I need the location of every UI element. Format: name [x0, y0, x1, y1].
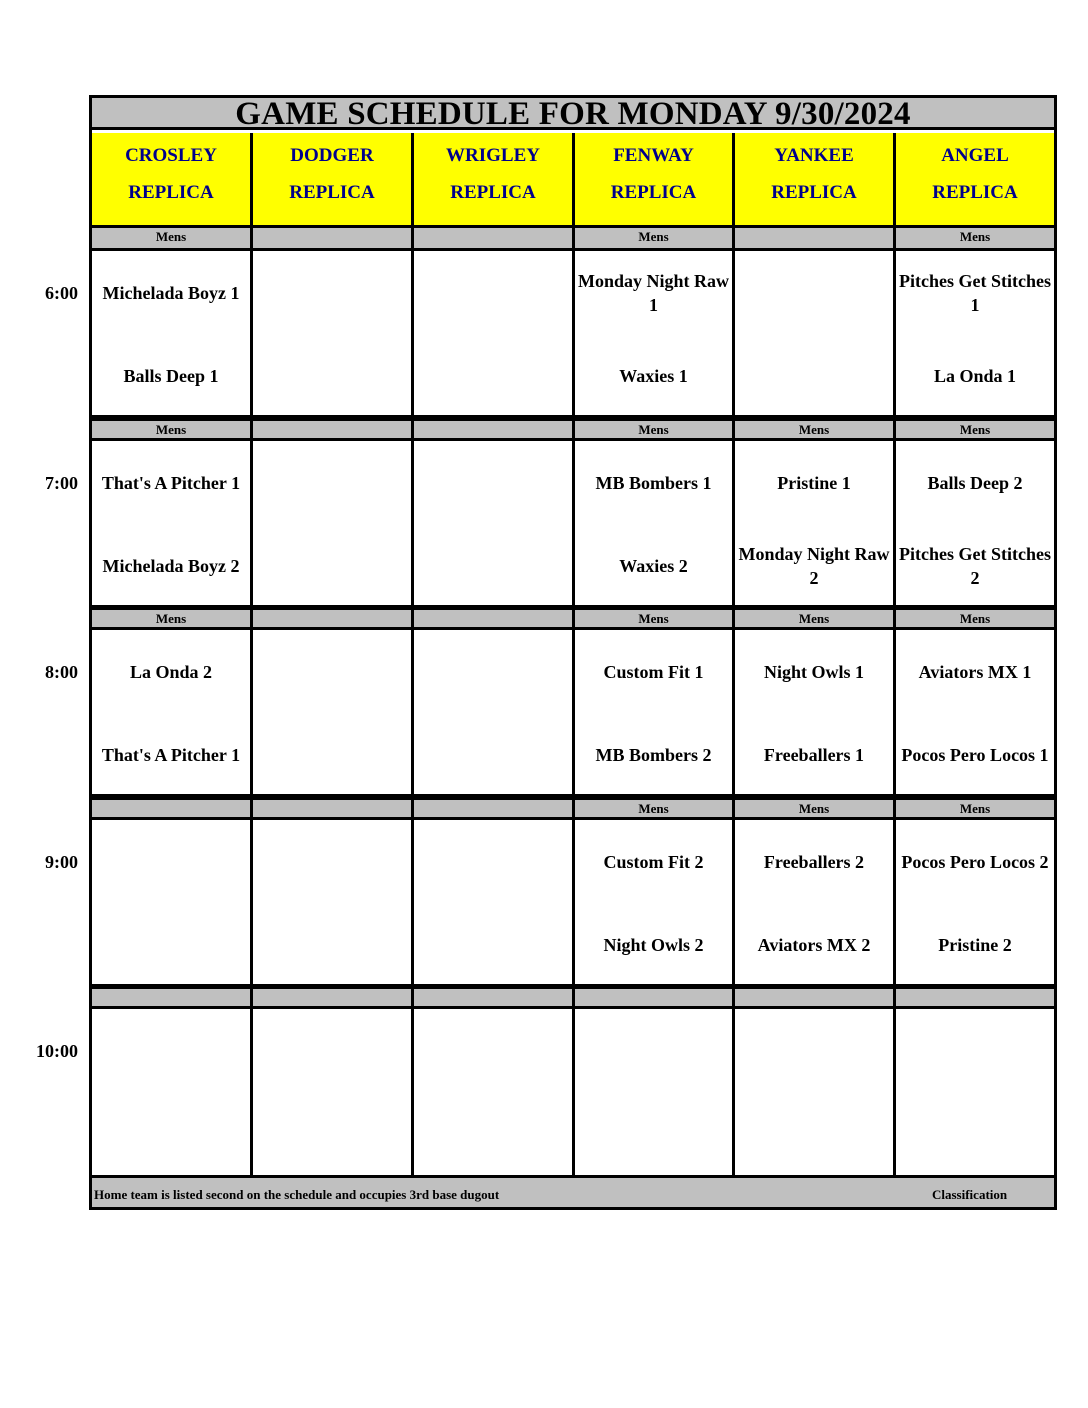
game-cell [253, 251, 414, 418]
away-team: Aviators MX 1 [918, 662, 1032, 682]
game-cell [735, 1009, 896, 1176]
away-team [575, 1025, 732, 1077]
classification-label: Classification [932, 1187, 1008, 1202]
home-team: That's A Pitcher 1 [101, 745, 241, 765]
classification-cell [735, 228, 896, 251]
game-cell [92, 630, 253, 797]
home-team: Michelada Boyz 2 [102, 556, 240, 576]
field-header-yankee [735, 133, 896, 228]
away-team [253, 646, 411, 698]
away-team [253, 267, 411, 319]
game-cell [253, 441, 414, 608]
away-team [414, 836, 572, 888]
home-team: Pocos Pero Locos 1 [901, 745, 1049, 765]
away-team [735, 1025, 893, 1077]
game-cell [414, 820, 575, 987]
field-subtitle: REPLICA [128, 182, 214, 203]
game-cell [575, 441, 735, 608]
game-cell [735, 630, 896, 797]
home-team: Waxies 1 [619, 366, 688, 386]
home-team [896, 1108, 1054, 1160]
classification-cell [735, 986, 896, 1009]
home-team: Balls Deep 1 [123, 366, 219, 386]
home-team: Waxies 2 [619, 556, 688, 576]
home-team: MB Bombers 2 [595, 745, 712, 765]
field-subtitle: REPLICA [289, 182, 375, 203]
field-name: DODGER [290, 145, 374, 166]
time-label: 7:00 [45, 473, 78, 493]
field-name: WRIGLEY [446, 145, 540, 166]
away-team: That's A Pitcher 1 [101, 473, 241, 493]
field-subtitle: REPLICA [610, 182, 697, 203]
time-label: 8:00 [45, 662, 78, 682]
classification-cell: Mens [896, 797, 1054, 820]
classification-cell: Mens [92, 418, 253, 441]
away-team: Michelada Boyz 1 [102, 283, 240, 303]
classification-cell [253, 418, 414, 441]
home-team: Night Owls 2 [603, 935, 704, 955]
home-team [735, 350, 893, 402]
field-header-dodger [253, 133, 414, 228]
away-team [92, 836, 250, 888]
classification-cell: Mens [92, 228, 253, 251]
classification-cell [253, 228, 414, 251]
classification-cell: Mens [92, 607, 253, 630]
classification-cell [414, 228, 575, 251]
home-team: Monday Night Raw 2 [738, 544, 890, 588]
field-name: FENWAY [613, 145, 694, 166]
time-label: 6:00 [45, 283, 78, 303]
field-header-angel [896, 133, 1054, 228]
away-team [735, 267, 893, 319]
game-cell [735, 251, 896, 418]
home-team [414, 919, 572, 971]
field-name: YANKEE [774, 145, 854, 166]
away-team: MB Bombers 1 [595, 473, 712, 493]
home-team [253, 729, 411, 781]
home-team [253, 919, 411, 971]
field-name: ANGEL [941, 145, 1009, 166]
game-cell [896, 820, 1054, 987]
home-team: La Onda 1 [933, 366, 1017, 386]
home-team [253, 540, 411, 592]
game-cell [896, 441, 1054, 608]
game-cell [92, 1009, 253, 1176]
game-cell [414, 251, 575, 418]
home-team: Freeballers 1 [763, 745, 865, 765]
home-team [414, 1108, 572, 1160]
home-team [735, 1108, 893, 1160]
classification-cell [414, 607, 575, 630]
away-team: Balls Deep 2 [927, 473, 1023, 493]
classification-cell [414, 986, 575, 1009]
away-team: Pocos Pero Locos 2 [901, 852, 1049, 872]
away-team [414, 457, 572, 509]
home-team [414, 350, 572, 402]
home-team [92, 1108, 250, 1160]
classification-cell [92, 986, 253, 1009]
home-team-note: Home team is listed second on the schedule and occupies 3rd base dugout [94, 1187, 500, 1202]
game-cell [253, 1009, 414, 1176]
game-cell [575, 630, 735, 797]
field-name: CROSLEY [125, 145, 217, 166]
away-team: Pristine 1 [777, 473, 851, 493]
time-label: 9:00 [45, 852, 78, 872]
classification-cell [253, 797, 414, 820]
away-team [414, 646, 572, 698]
game-cell [735, 820, 896, 987]
game-cell [575, 820, 735, 987]
away-team: Pitches Get Stitches 1 [899, 271, 1051, 315]
away-team: Custom Fit 1 [603, 662, 704, 682]
field-subtitle: REPLICA [932, 182, 1018, 203]
classification-cell: Mens [896, 418, 1054, 441]
classification-cell: Mens [575, 607, 735, 630]
away-team [253, 836, 411, 888]
home-team [414, 729, 572, 781]
classification-cell [896, 986, 1054, 1009]
home-team: Pristine 2 [938, 935, 1012, 955]
game-cell [414, 441, 575, 608]
classification-cell: Mens [575, 418, 735, 441]
classification-cell: Mens [896, 607, 1054, 630]
classification-cell: Mens [575, 797, 735, 820]
game-cell [414, 1009, 575, 1176]
game-cell [253, 630, 414, 797]
away-team: Custom Fit 2 [603, 852, 704, 872]
classification-cell: Mens [735, 607, 896, 630]
away-team [414, 1025, 572, 1077]
home-team [414, 540, 572, 592]
away-team [92, 1025, 250, 1077]
away-team [253, 457, 411, 509]
game-cell [735, 441, 896, 608]
game-cell [896, 251, 1054, 418]
home-team: Pitches Get Stitches 2 [899, 544, 1051, 588]
classification-cell [414, 797, 575, 820]
home-team [92, 919, 250, 971]
classification-cell [253, 607, 414, 630]
game-cell [92, 820, 253, 987]
classification-cell: Mens [735, 797, 896, 820]
field-header-fenway [575, 133, 735, 228]
classification-cell [575, 986, 735, 1009]
home-team [253, 1108, 411, 1160]
schedule-footer [92, 1175, 1054, 1207]
game-cell [896, 1009, 1054, 1176]
game-cell [896, 630, 1054, 797]
game-cell [253, 820, 414, 987]
away-team [414, 267, 572, 319]
field-header-wrigley [414, 133, 575, 228]
home-team [253, 350, 411, 402]
classification-cell [92, 797, 253, 820]
classification-cell [414, 418, 575, 441]
classification-cell: Mens [896, 228, 1054, 251]
away-team [253, 1025, 411, 1077]
away-team: Night Owls 1 [763, 662, 864, 682]
away-team [896, 1025, 1054, 1077]
away-team: Monday Night Raw 1 [577, 271, 729, 315]
game-cell [92, 441, 253, 608]
game-cell [575, 251, 735, 418]
home-team: Aviators MX 2 [757, 935, 871, 955]
classification-cell [253, 986, 414, 1009]
classification-cell: Mens [735, 418, 896, 441]
game-cell [414, 630, 575, 797]
game-cell [92, 251, 253, 418]
time-label: 10:00 [36, 1041, 78, 1061]
classification-cell: Mens [575, 228, 735, 251]
away-team: La Onda 2 [129, 662, 213, 682]
home-team [575, 1108, 732, 1160]
field-header-crosley [92, 133, 253, 228]
game-cell [575, 1009, 735, 1176]
schedule-title: GAME SCHEDULE FOR MONDAY 9/30/2024 [92, 98, 1054, 130]
field-subtitle: REPLICA [450, 182, 536, 203]
away-team: Freeballers 2 [763, 852, 865, 872]
field-subtitle: REPLICA [771, 182, 857, 203]
